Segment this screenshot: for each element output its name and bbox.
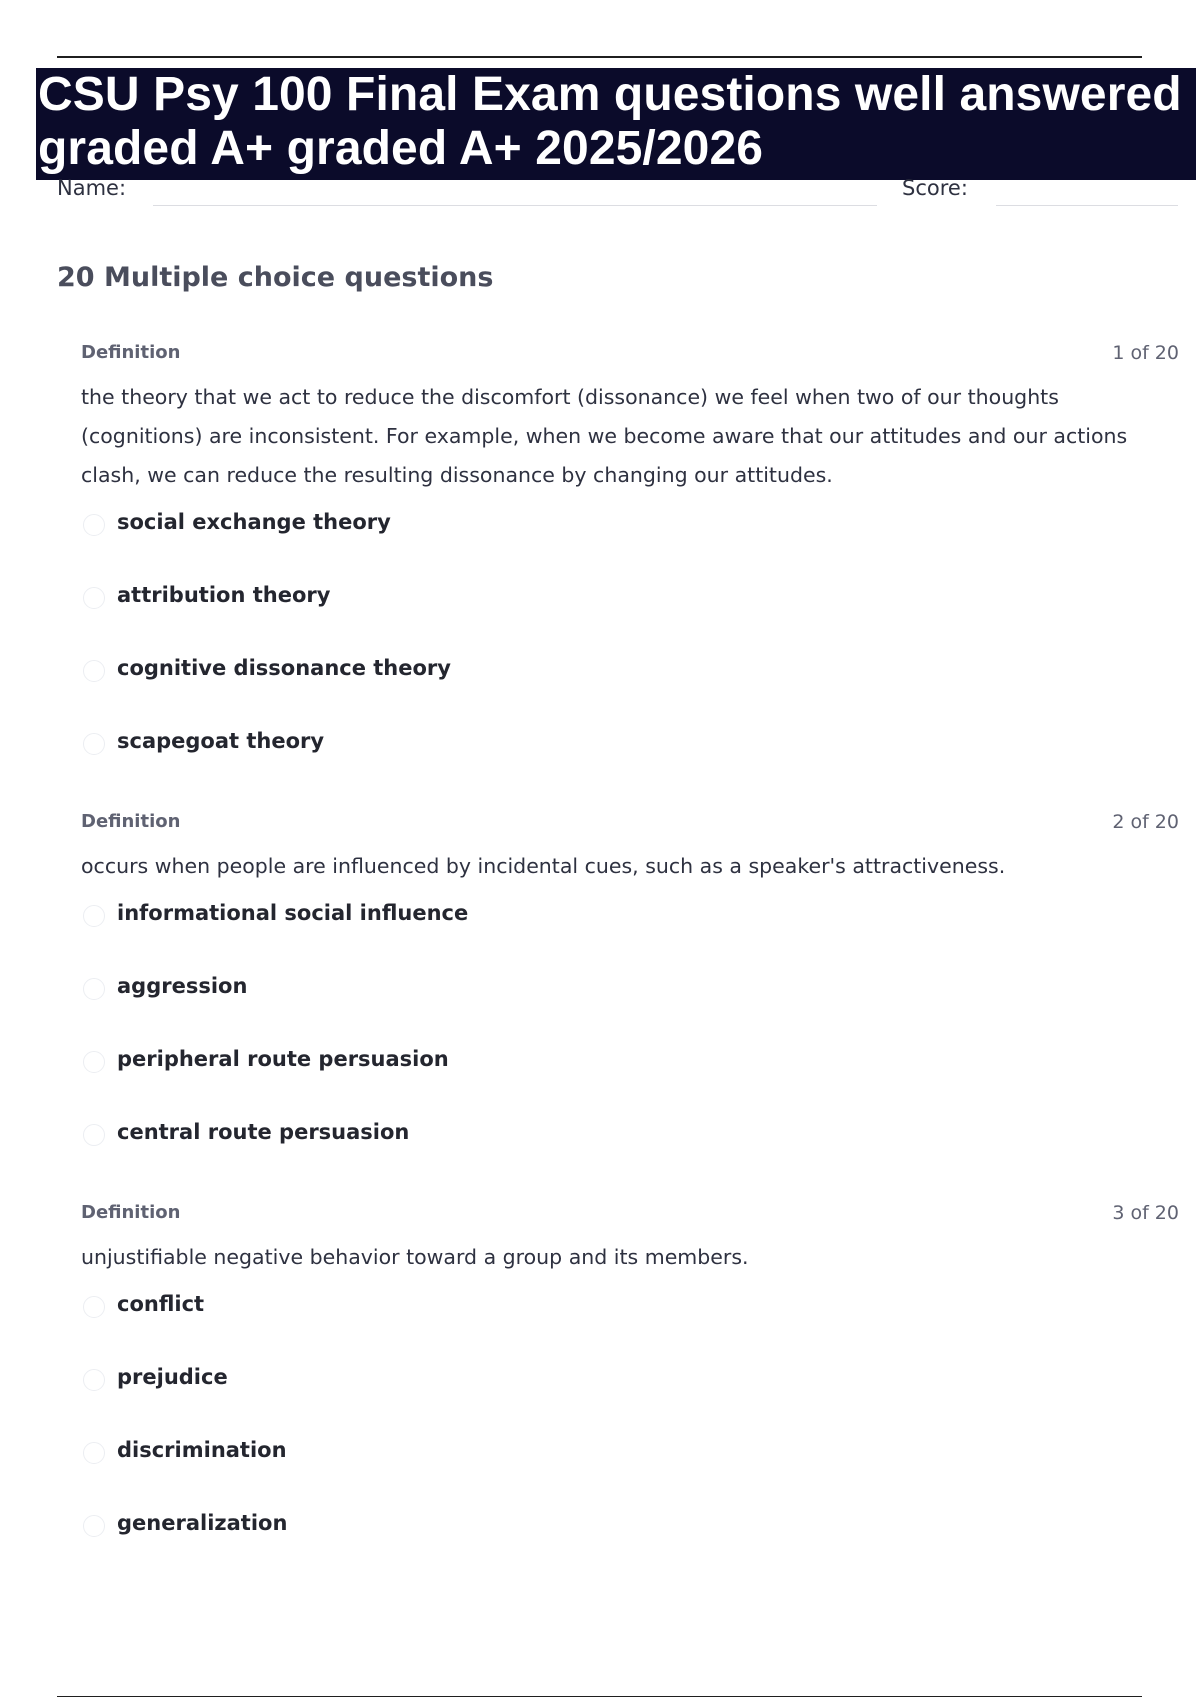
answer-option[interactable] bbox=[81, 974, 1179, 1047]
answer-option-label: social exchange theory bbox=[117, 510, 391, 534]
question-type-label: Definition bbox=[81, 1202, 181, 1223]
radio-button[interactable] bbox=[83, 905, 105, 927]
answer-option[interactable] bbox=[81, 729, 1179, 802]
radio-button[interactable] bbox=[83, 1369, 105, 1391]
answer-option-label: discrimination bbox=[117, 1438, 287, 1462]
answer-options bbox=[81, 901, 1179, 1193]
question-counter: 1 of 20 bbox=[1112, 342, 1179, 364]
answer-option-label: scapegoat theory bbox=[117, 729, 325, 753]
answer-option-label: peripheral route persuasion bbox=[117, 1047, 449, 1071]
question-counter: 2 of 20 bbox=[1112, 811, 1179, 833]
answer-option[interactable] bbox=[81, 1365, 1179, 1438]
question-card bbox=[81, 342, 1179, 802]
answer-option-label: central route persuasion bbox=[117, 1120, 410, 1144]
answer-option-label: aggression bbox=[117, 974, 248, 998]
name-field[interactable] bbox=[153, 205, 877, 206]
name-label: Name: bbox=[57, 176, 127, 200]
answer-option-label: informational social influence bbox=[117, 901, 469, 925]
radio-button[interactable] bbox=[83, 1124, 105, 1146]
question-prompt: occurs when people are influenced by incidental cues, such as a speaker's attractiveness. bbox=[81, 854, 1006, 878]
document-title: CSU Psy 100 Final Exam questions well answered graded A+ graded A+ 2025/2026 bbox=[38, 68, 1182, 175]
radio-button[interactable] bbox=[83, 1296, 105, 1318]
answer-option[interactable] bbox=[81, 901, 1179, 974]
answer-option[interactable] bbox=[81, 1047, 1179, 1120]
question-card bbox=[81, 1202, 1179, 1584]
question-type-label: Definition bbox=[81, 811, 181, 832]
top-rule bbox=[57, 56, 1142, 58]
answer-options bbox=[81, 510, 1179, 802]
radio-button[interactable] bbox=[83, 733, 105, 755]
answer-option[interactable] bbox=[81, 510, 1179, 583]
score-field[interactable] bbox=[996, 205, 1178, 206]
answer-option[interactable] bbox=[81, 1292, 1179, 1365]
answer-option-label: attribution theory bbox=[117, 583, 331, 607]
answer-option-label: generalization bbox=[117, 1511, 288, 1535]
title-banner bbox=[36, 68, 1196, 180]
radio-button[interactable] bbox=[83, 587, 105, 609]
answer-option[interactable] bbox=[81, 1511, 1179, 1584]
radio-button[interactable] bbox=[83, 514, 105, 536]
radio-button[interactable] bbox=[83, 660, 105, 682]
question-prompt: unjustifiable negative behavior toward a group and its members. bbox=[81, 1245, 749, 1269]
question-card bbox=[81, 811, 1179, 1193]
bottom-rule bbox=[57, 1696, 1142, 1697]
answer-option-label: cognitive dissonance theory bbox=[117, 656, 451, 680]
answer-option[interactable] bbox=[81, 656, 1179, 729]
question-counter: 3 of 20 bbox=[1112, 1202, 1179, 1224]
radio-button[interactable] bbox=[83, 978, 105, 1000]
answer-option[interactable] bbox=[81, 1120, 1179, 1193]
section-title: 20 Multiple choice questions bbox=[57, 262, 494, 293]
answer-options bbox=[81, 1292, 1179, 1584]
radio-button[interactable] bbox=[83, 1051, 105, 1073]
question-prompt: the theory that we act to reduce the discomfort (dissonance) we feel when two of our thoughts (cognitions) are inconsistent. For example, when we become aware that our attitudes and our actions clash, we can reduce the resulting dissonance by changing our attitudes. bbox=[81, 385, 1128, 487]
radio-button[interactable] bbox=[83, 1515, 105, 1537]
radio-button[interactable] bbox=[83, 1442, 105, 1464]
answer-option[interactable] bbox=[81, 1438, 1179, 1511]
score-label: Score: bbox=[902, 176, 968, 200]
question-type-label: Definition bbox=[81, 342, 181, 363]
answer-option-label: conflict bbox=[117, 1292, 205, 1316]
answer-option[interactable] bbox=[81, 583, 1179, 656]
answer-option-label: prejudice bbox=[117, 1365, 228, 1389]
